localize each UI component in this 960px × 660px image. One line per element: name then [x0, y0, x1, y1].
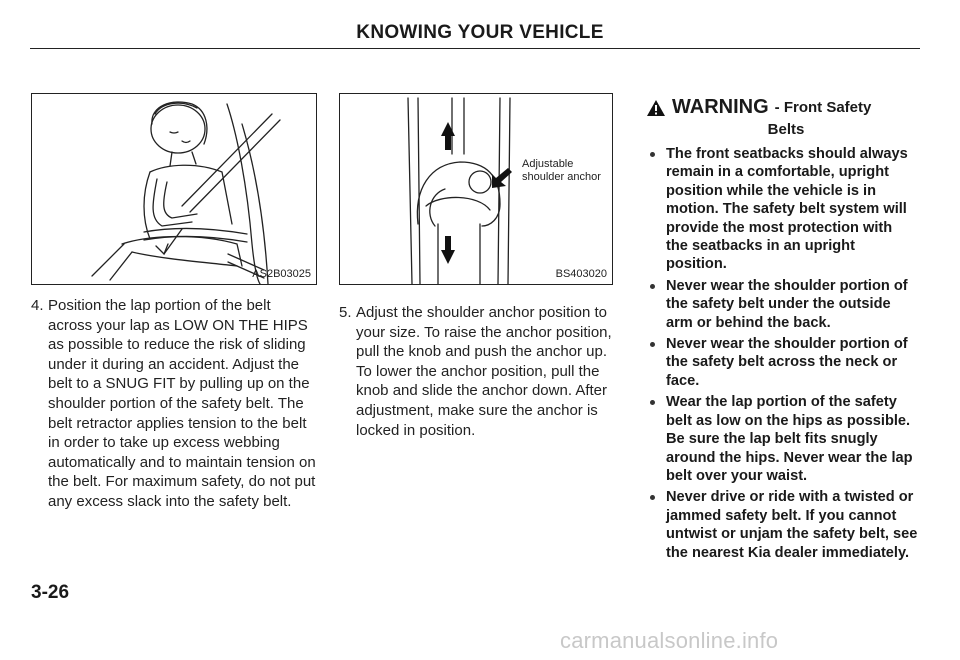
figure-code: AS2B03025: [252, 268, 311, 280]
warning-title-line2: Belts: [767, 121, 805, 138]
warning-list: [648, 145, 918, 565]
bullet-icon: [650, 342, 655, 347]
arrow-down-icon: [441, 236, 455, 264]
bullet-icon: [650, 495, 655, 500]
bullet-icon: [650, 400, 655, 405]
arrow-up-icon: [441, 122, 455, 150]
shoulder-anchor-illustration: [340, 94, 612, 284]
page-number: 3-26: [31, 582, 70, 603]
step-number: 4.: [31, 297, 44, 314]
watermark: carmanualsonline.info: [560, 628, 779, 653]
figure-callout-label: Adjustable shoulder anchor: [522, 158, 601, 183]
step-4-paragraph: [31, 296, 316, 512]
warning-title-rest: - Front Safety: [774, 99, 872, 116]
figure-shoulder-anchor: [339, 93, 613, 285]
warning-item: Wear the lap portion of the safety belt as low on the hips as possible. Be sure the lap belt fits snugly around the hips. Never wear the lap belt over your waist.: [648, 393, 918, 485]
warning-item: Never wear the shoulder portion of the safety belt under the outside arm or behind the back.: [648, 277, 918, 332]
figure-code: BS403020: [555, 268, 607, 280]
warning-label: WARNING: [672, 96, 769, 118]
step-text: Adjust the shoulder anchor position to your size. To raise the anchor position, pull the knob and push the anchor up. To lower the anchor position, pull the knob and slide the anchor down. After adjustment, make sure the anchor is locked in position.: [356, 304, 612, 439]
figure-lap-belt-position: [31, 93, 317, 285]
page-header-title: KNOWING YOUR VEHICLE: [356, 22, 604, 43]
step-text: Position the lap portion of the belt across your lap as LOW ON THE HIPS as possible to reduce the risk of sliding under it during an accident. Adjust the belt to a SNUG FIT by pulling up on the shoulder portion of the safety belt. The belt retractor applies tension to the belt in order to take up excess webbing automatically and to maintain tension on the belt. For maximum safety, do not put any excess slack into the safety belt.: [48, 297, 316, 510]
warning-triangle-icon: [646, 99, 666, 117]
seated-occupant-illustration: [32, 94, 316, 284]
warning-item: The front seatbacks should always remain in a comfortable, upright position while the vehicle is in motion. The safety belt system will provide the most protection with the seatbacks in an upright position.: [648, 145, 918, 274]
step-5-paragraph: [339, 303, 621, 440]
bullet-icon: [650, 284, 655, 289]
bullet-icon: [650, 152, 655, 157]
header-rule: [30, 48, 920, 49]
step-number: 5.: [339, 304, 352, 321]
warning-item: Never wear the shoulder portion of the safety belt across the neck or face.: [648, 335, 918, 390]
warning-item: Never drive or ride with a twisted or jammed safety belt. If you cannot untwist or unjam the safety belt, see the nearest Kia dealer immediately.: [648, 488, 918, 562]
warning-heading: [646, 96, 906, 138]
